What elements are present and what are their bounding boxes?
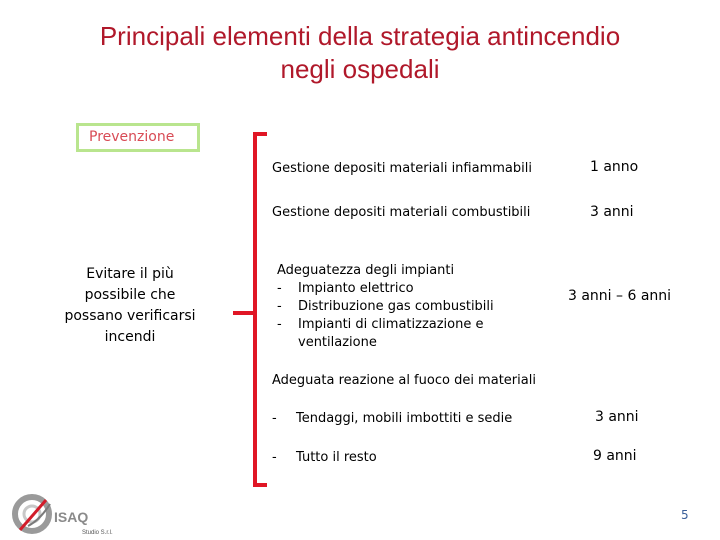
list-dash: - <box>272 450 277 465</box>
impianti-item <box>277 316 494 334</box>
impianti-item-label: ventilazione <box>298 335 377 350</box>
reazione-tendaggi-value: 3 anni <box>595 409 639 425</box>
slide-title <box>0 20 720 86</box>
row-combustibili-value: 3 anni <box>590 204 634 220</box>
reazione-item-tendaggi <box>272 410 512 428</box>
list-dash: - <box>277 281 282 296</box>
isaq-logo <box>10 490 130 538</box>
goal-line-2: possibile che <box>84 287 176 303</box>
goal-line-4: incendi <box>104 329 156 345</box>
slide-title-line-2: negli ospedali <box>280 54 440 84</box>
impianti-item-label: Impianti di climatizzazione e <box>298 317 484 332</box>
page-number: 5 <box>681 508 689 522</box>
reazione-resto-value: 9 anni <box>593 448 637 464</box>
reazione-heading: Adeguata reazione al fuoco dei materiali <box>272 373 536 388</box>
slide-title-line-1: Principali elementi della strategia antincendio <box>99 21 621 51</box>
list-dash: - <box>277 317 282 332</box>
isaq-logo-mark <box>15 497 50 531</box>
isaq-logo-name: ISAQ <box>54 509 89 525</box>
impianti-item <box>277 280 494 298</box>
goal-line-3: possano verificarsi <box>64 308 196 324</box>
prevenzione-label: Prevenzione <box>76 123 200 152</box>
row-infiammabili-text: Gestione depositi materiali infiammabili <box>272 161 532 176</box>
reazione-item-label: Tutto il resto <box>296 450 377 465</box>
list-dash: - <box>277 299 282 314</box>
impianti-item-label: Distribuzione gas combustibili <box>298 299 494 314</box>
isaq-logo-subtitle: Studio S.r.l. <box>82 530 113 536</box>
goal-text <box>60 264 200 348</box>
impianti-value: 3 anni – 6 anni <box>568 288 672 304</box>
goal-line-1: Evitare il più <box>86 266 174 282</box>
impianti-list <box>277 262 494 352</box>
bracket-connector <box>233 311 255 315</box>
impianti-heading: Adeguatezza degli impianti <box>277 263 455 278</box>
row-combustibili-text: Gestione depositi materiali combustibili <box>272 205 531 220</box>
reazione-item-resto <box>272 449 377 467</box>
impianti-item-label: Impianto elettrico <box>298 281 414 296</box>
list-dash: - <box>272 411 277 426</box>
impianti-item-continuation <box>277 334 494 352</box>
grouping-bracket <box>253 132 267 487</box>
impianti-item <box>277 298 494 316</box>
reazione-item-label: Tendaggi, mobili imbottiti e sedie <box>296 411 513 426</box>
row-infiammabili-value: 1 anno <box>590 159 639 175</box>
